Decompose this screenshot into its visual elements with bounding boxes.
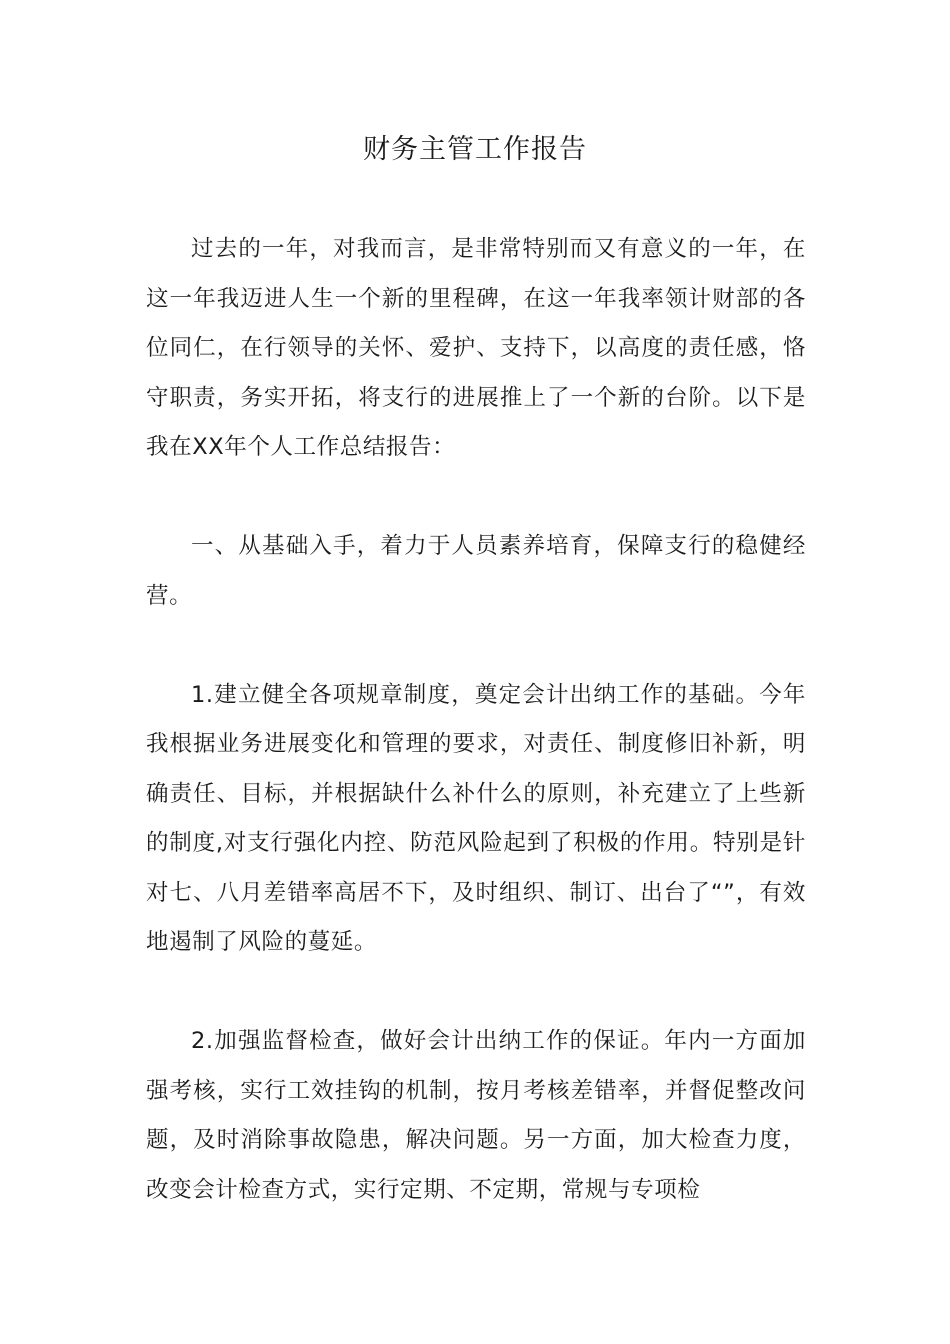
paragraph-gap: [146, 968, 806, 1018]
paragraph-gap: [146, 621, 806, 671]
document-title: 财务主管工作报告: [363, 134, 587, 165]
paragraph-item-2: 2.加强监督检查，做好会计出纳工作的保证。年内一方面加强考核，实行工效挂钩的机制，按月考核差错率，并督促整改问题，及时消除事故隐患，解决问题。另一方面，加大检查力度，改变会计检查方式，实行定期、不定期，常规与专项检: [146, 1028, 806, 1203]
paragraph-section-1-heading: 一、从基础入手，着力于人员素养培育，保障支行的稳健经营。: [146, 533, 806, 609]
paragraph-intro: 过去的一年，对我而言，是非常特别而又有意义的一年，在这一年我迈进人生一个新的里程碑，在这一年我率领计财部的各位同仁，在行领导的关怀、爱护、支持下，以高度的责任感，恪守职责，务实开拓，将支行的进展推上了一个新的台阶。以下是我在XX年个人工作总结报告：: [146, 236, 806, 460]
document-body: [146, 225, 806, 1215]
paragraph-gap: [146, 473, 806, 523]
paragraph-item-1: 1.建立健全各项规章制度，奠定会计出纳工作的基础。今年我根据业务进展变化和管理的要求，对责任、制度修旧补新，明确责任、目标，并根据缺什么补什么的原则，补充建立了上些新的制度,对支行强化内控、防范风险起到了积极的作用。特别是针对七、八月差错率高居不下，及时组织、制订、出台了“”，有效地遏制了风险的蔓延。: [146, 681, 806, 955]
